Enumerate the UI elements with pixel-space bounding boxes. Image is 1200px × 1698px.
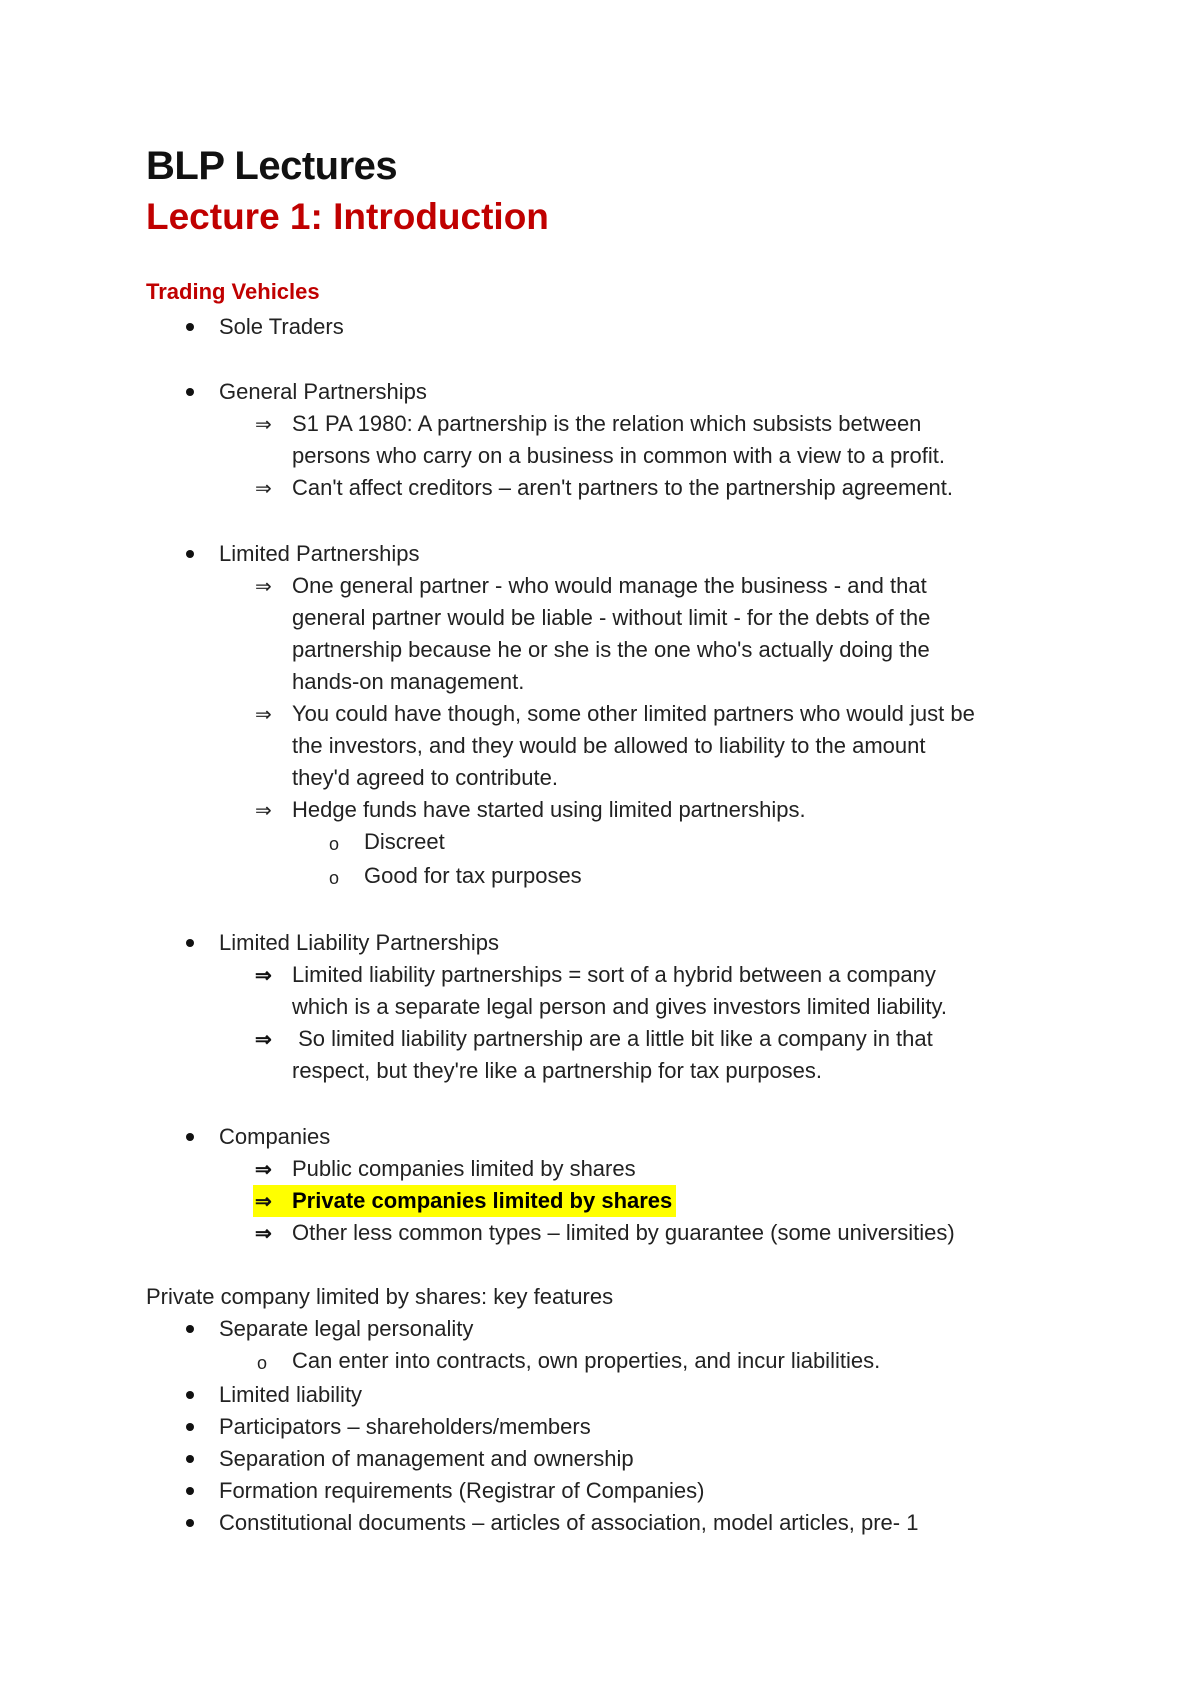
bullet-icon (186, 1487, 194, 1495)
bullet-icon (186, 1455, 194, 1463)
bullet-icon (186, 388, 194, 396)
list-item-general-partnerships: General Partnerships (219, 379, 427, 404)
list-subitem-continued: general partner would be liable - without limit - for the debts of the (292, 605, 931, 630)
arrow-icon: ⇒ (255, 576, 272, 598)
list-subitem: S1 PA 1980: A partnership is the relation which subsists between (292, 411, 922, 436)
arrow-icon: ⇒ (255, 965, 272, 987)
arrow-icon: ⇒ (255, 1029, 272, 1051)
arrow-icon: ⇒ (255, 478, 272, 500)
bullet-icon (186, 1423, 194, 1431)
arrow-icon: ⇒ (255, 1191, 272, 1213)
list-subitem: Limited liability partnerships = sort of a hybrid between a company (292, 962, 936, 987)
arrow-icon: ⇒ (255, 1223, 272, 1245)
list-subitem: Public companies limited by shares (292, 1156, 636, 1181)
list-subitem-continued: respect, but they're like a partnership for tax purposes. (292, 1058, 823, 1083)
list-subitem: One general partner - who would manage the business - and that (292, 573, 927, 598)
list-item-sole-traders: Sole Traders (219, 314, 344, 339)
arrow-icon: ⇒ (255, 414, 272, 436)
paragraph-heading: Private company limited by shares: key features (146, 1284, 614, 1309)
lecture-title: Lecture 1: Introduction (146, 196, 549, 237)
arrow-icon: ⇒ (255, 1159, 272, 1181)
circle-bullet-icon: o (257, 1353, 268, 1373)
bullet-icon (186, 1133, 194, 1141)
list-subitem-continued: hands-on management. (292, 669, 525, 694)
list-item: Limited liability (219, 1382, 363, 1407)
list-subsubitem: Discreet (364, 829, 445, 854)
bullet-icon (186, 1391, 194, 1399)
section-heading: Trading Vehicles (146, 279, 320, 304)
circle-bullet-icon: o (329, 868, 340, 888)
list-item: Formation requirements (Registrar of Companies) (219, 1478, 705, 1503)
bullet-icon (186, 939, 194, 947)
list-item: Separation of management and ownership (219, 1446, 634, 1471)
bullet-icon (186, 1325, 194, 1333)
list-subitem: Other less common types – limited by guarantee (some universities) (292, 1220, 955, 1245)
list-item: Separate legal personality (219, 1316, 474, 1341)
list-subitem-continued: which is a separate legal person and gives investors limited liability. (292, 994, 948, 1019)
list-item-limited-partnerships: Limited Partnerships (219, 541, 420, 566)
list-subitem: Can't affect creditors – aren't partners to the partnership agreement. (292, 475, 954, 500)
arrow-icon: ⇒ (255, 800, 272, 822)
highlighted-list-subitem: Private companies limited by shares (288, 1185, 676, 1217)
list-subitem: Hedge funds have started using limited partnerships. (292, 797, 806, 822)
list-item: Participators – shareholders/members (219, 1414, 591, 1439)
circle-bullet-icon: o (329, 834, 340, 854)
arrow-icon: ⇒ (255, 704, 272, 726)
bullet-icon (186, 1519, 194, 1527)
list-subitem-continued: the investors, and they would be allowed to liability to the amount (292, 733, 926, 758)
document-title: BLP Lectures (146, 144, 398, 188)
bullet-icon (186, 323, 194, 331)
list-subitem: So limited liability partnership are a little bit like a company in that (292, 1026, 933, 1051)
list-item-companies: Companies (219, 1124, 331, 1149)
list-subsubitem: Good for tax purposes (364, 863, 582, 888)
list-subitem-continued: persons who carry on a business in common with a view to a profit. (292, 443, 945, 468)
list-subitem: Can enter into contracts, own properties, and incur liabilities. (292, 1348, 881, 1373)
list-subitem: You could have though, some other limited partners who would just be (292, 701, 975, 726)
list-subitem-continued: they'd agreed to contribute. (292, 765, 558, 790)
list-item-llp: Limited Liability Partnerships (219, 930, 500, 955)
list-subitem-continued: partnership because he or she is the one who's actually doing the (292, 637, 930, 662)
bullet-icon (186, 550, 194, 558)
list-item: Constitutional documents – articles of association, model articles, pre- 1 (219, 1510, 919, 1535)
